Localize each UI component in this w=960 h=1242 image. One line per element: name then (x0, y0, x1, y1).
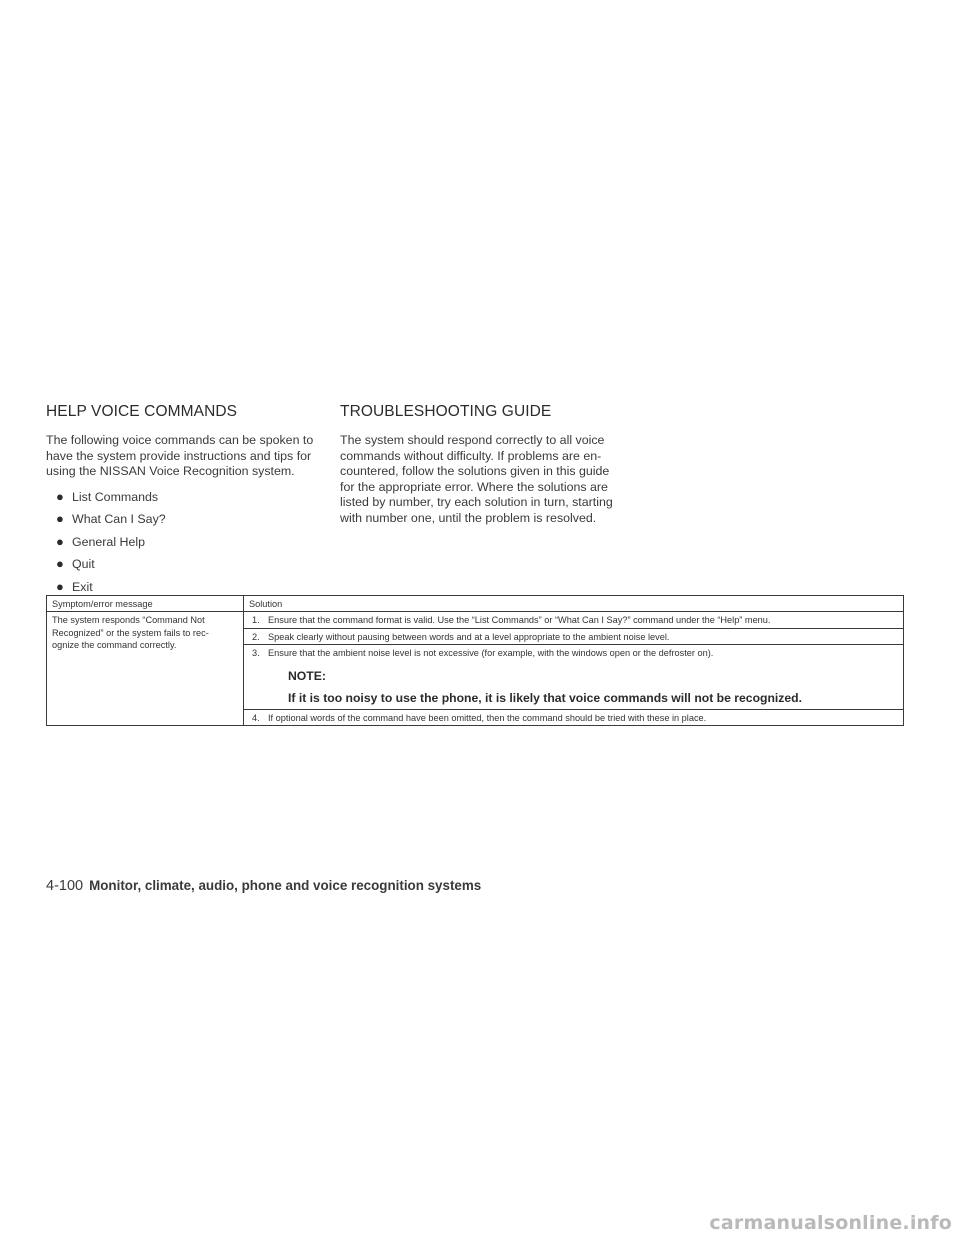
bullet-icon: ● (56, 578, 64, 594)
solution-text: Ensure that the ambient noise level is not excessive (for example, with the windows open or the defroster on). (268, 648, 714, 659)
voice-command-list (46, 486, 331, 599)
voice-command-item: ● General Help (46, 531, 331, 554)
troubleshooting-guide-heading: TROUBLESHOOTING GUIDE (340, 403, 552, 420)
note-label: NOTE: (288, 668, 326, 683)
troubleshooting-line: with number one, until the problem is resolved. (340, 510, 597, 525)
troubleshooting-line: for the appropriate error. Where the solutions are (340, 479, 608, 494)
symptom-line: ognize the command correctly. (52, 640, 177, 651)
footer-section-title: Monitor, climate, audio, phone and voice recognition systems (89, 878, 482, 893)
solution-cell (244, 645, 904, 709)
solution-text: Ensure that the command format is valid. Use the “List Commands” or “What Can I Say?” command under the “Help” menu. (268, 615, 771, 626)
help-voice-commands-section (46, 402, 331, 598)
solution-text: Speak clearly without pausing between words and at a level appropriate to the ambient noise level. (268, 631, 670, 642)
solution-cell (244, 612, 904, 628)
troubleshooting-line: countered, follow the solutions given in this guide (340, 464, 610, 479)
solution-number: 3. (252, 648, 260, 659)
symptom-cell (47, 612, 244, 726)
header-solution: Solution (244, 596, 904, 612)
header-symptom: Symptom/error message (47, 596, 244, 612)
bullet-icon: ● (56, 488, 64, 504)
help-voice-commands-heading: HELP VOICE COMMANDS (46, 403, 238, 420)
troubleshooting-table (46, 595, 904, 726)
voice-command-item: ● Quit (46, 553, 331, 576)
troubleshooting-paragraph (340, 433, 615, 527)
voice-command-item: ● List Commands (46, 486, 331, 509)
bullet-icon: ● (56, 511, 64, 527)
help-intro-paragraph (46, 433, 331, 480)
solution-cell (244, 709, 904, 725)
voice-command-item: ● What Can I Say? (46, 508, 331, 531)
help-intro-line: using the NISSAN Voice Recognition system. (46, 464, 295, 479)
solution-number: 4. (252, 712, 260, 723)
troubleshooting-line: listed by number, try each solution in turn, starting (340, 495, 613, 510)
page-footer (46, 877, 481, 894)
symptom-line: The system responds “Command Not (52, 615, 205, 626)
troubleshooting-line: commands without difficulty. If problems are en- (340, 448, 602, 463)
solution-number: 2. (252, 631, 260, 642)
solution-number: 1. (252, 615, 260, 626)
bullet-icon: ● (56, 556, 64, 572)
symptom-line: Recognized” or the system fails to rec- (52, 627, 209, 638)
troubleshooting-line: The system should respond correctly to all voice (340, 433, 605, 447)
troubleshooting-guide-section (340, 402, 615, 527)
help-intro-line: The following voice commands can be spoken to (46, 433, 314, 447)
watermark-logo: carmanualsonline.info (709, 1212, 952, 1234)
help-intro-line: have the system provide instructions and tips for (46, 448, 312, 463)
table-row (47, 612, 904, 628)
solution-cell (244, 628, 904, 644)
voice-command-item: ● Exit (46, 576, 331, 599)
table-header-row (47, 596, 904, 612)
note-text: If it is too noisy to use the phone, it is likely that voice commands will not be recognized. (288, 690, 802, 705)
page-number: 4-100 (46, 878, 84, 894)
solution-text: If optional words of the command have been omitted, then the command should be tried with these in place. (268, 712, 707, 723)
bullet-icon: ● (56, 533, 64, 549)
